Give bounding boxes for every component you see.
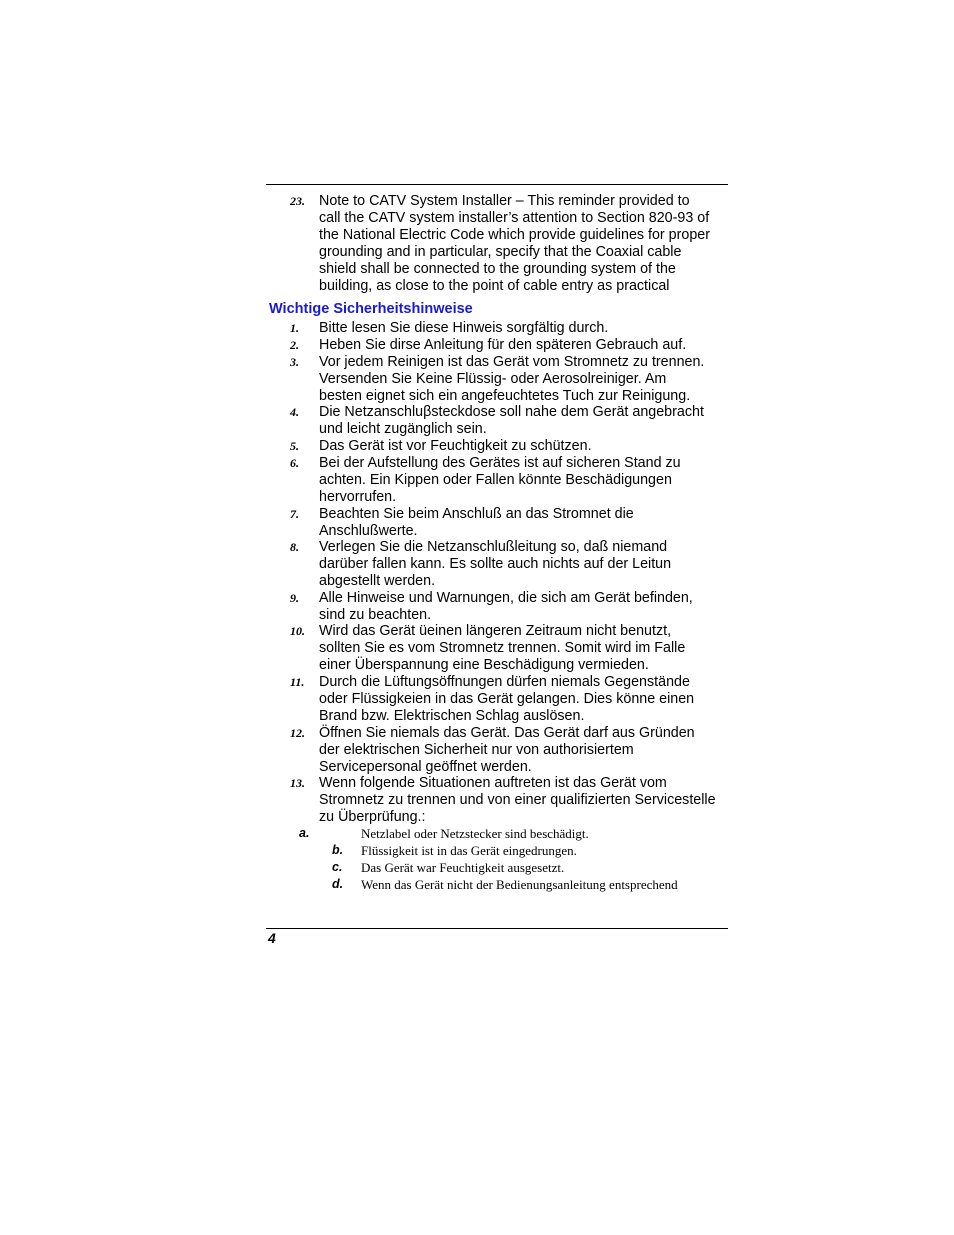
item-text: Bei der Aufstellung des Gerätes ist auf sicheren Stand zu achten. Ein Kippen oder Fallen könnte Beschädigungen hervorrufen. xyxy=(319,455,681,505)
item-number: 12. xyxy=(290,726,305,740)
item-number: 9. xyxy=(290,591,299,605)
item-number: 5. xyxy=(290,439,299,453)
item-text: Beachten Sie beim Anschluß an das Stromnet die Anschlußwerte. xyxy=(319,506,634,539)
top-rule xyxy=(266,184,728,185)
bottom-rule xyxy=(266,928,728,929)
list-item xyxy=(266,775,731,826)
note-number: 23. xyxy=(290,194,305,208)
list-item xyxy=(266,320,731,337)
sub-item-text: Wenn das Gerät nicht der Bedienungsanleitung entsprechend xyxy=(361,877,678,892)
item-text: Verlegen Sie die Netzanschlußleitung so, daß niemand darüber fallen kann. Es sollte auch nichts auf der Leitun abgestellt werden. xyxy=(319,539,672,589)
sub-item-text: Netzlabel oder Netzstecker sind beschädigt. xyxy=(361,826,589,841)
sub-item-text: Flüssigkeit ist in das Gerät eingedrungen. xyxy=(361,843,577,858)
item-number: 13. xyxy=(290,776,305,790)
list-item xyxy=(266,404,731,438)
section-heading: Wichtige Sicherheitshinweise xyxy=(269,301,473,317)
item-number: 11. xyxy=(290,675,305,689)
item-number: 2. xyxy=(290,338,299,352)
item-number: 1. xyxy=(290,321,299,335)
list-item xyxy=(266,674,731,725)
sub-item-letter: c. xyxy=(332,860,343,874)
sub-item-letter: d. xyxy=(332,877,344,891)
sub-item-text: Das Gerät war Feuchtigkeit ausgesetzt. xyxy=(361,860,565,875)
list-item xyxy=(266,623,731,674)
item-number: 6. xyxy=(290,456,299,470)
item-text: Heben Sie dirse Anleitung für den späteren Gebrauch auf. xyxy=(319,337,687,353)
list-item xyxy=(266,337,731,354)
item-text: Wenn folgende Situationen auftreten ist das Gerät vom Stromnetz zu trennen und von einer qualifizierten Servicestelle zu Überprüfung.: xyxy=(319,775,716,825)
list-item xyxy=(266,354,731,405)
page-number: 4 xyxy=(268,930,276,946)
item-text: Öffnen Sie niemals das Gerät. Das Gerät darf aus Gründen der elektrischen Sicherheit nur von authorisiertem Servicepersonal geöffnet werden. xyxy=(319,725,695,775)
list-item xyxy=(266,590,731,624)
item-text: Alle Hinweise und Warnungen, die sich am Gerät befinden, sind zu beachten. xyxy=(319,590,693,623)
item-number: 4. xyxy=(290,405,299,419)
list-item xyxy=(266,455,731,506)
list-item xyxy=(266,725,731,776)
note-item xyxy=(266,193,731,294)
item-number: 8. xyxy=(290,540,299,554)
item-number: 7. xyxy=(290,507,299,521)
sub-item-letter: b. xyxy=(332,843,344,857)
sub-item-letter: a. xyxy=(299,826,310,840)
item-text: Bitte lesen Sie diese Hinweis sorgfältig durch. xyxy=(319,320,609,336)
list-item xyxy=(266,506,731,540)
item-text: Wird das Gerät üeinen längeren Zeitraum nicht benutzt, sollten Sie es vom Stromnetz trennen. Somit wird im Falle einer Überspannung eine Beschädigung vermieden. xyxy=(319,623,686,673)
item-text: Die Netzanschluβsteckdose soll nahe dem Gerät angebracht und leicht zugänglich sein. xyxy=(319,404,704,437)
item-number: 10. xyxy=(290,624,305,638)
item-text: Vor jedem Reinigen ist das Gerät vom Stromnetz zu trennen. Versenden Sie Keine Flüssig- oder Aerosolreiniger. Am besten eignet sich ein angefeuchtetes Tuch zur Reinigung. xyxy=(319,354,705,404)
item-number: 3. xyxy=(290,355,299,369)
item-text: Durch die Lüftungsöffnungen dürfen niemals Gegenstände oder Flüssigkeien in das Gerät gelangen. Dies könne einen Brand bzw. Elektrischen Schlag auslösen. xyxy=(319,674,695,724)
note-text: Note to CATV System Installer – This reminder provided to call the CATV system installer’s attention to Section 820-93 of the National Electric Code which provide guidelines for proper grounding and in particular, specify that the Coaxial cable shield shall be connected to the grounding system of the building, as close to the point of cable entry as practical xyxy=(319,193,710,294)
list-item xyxy=(266,438,731,455)
item-text: Das Gerät ist vor Feuchtigkeit zu schützen. xyxy=(319,438,592,454)
list-item xyxy=(266,539,731,590)
